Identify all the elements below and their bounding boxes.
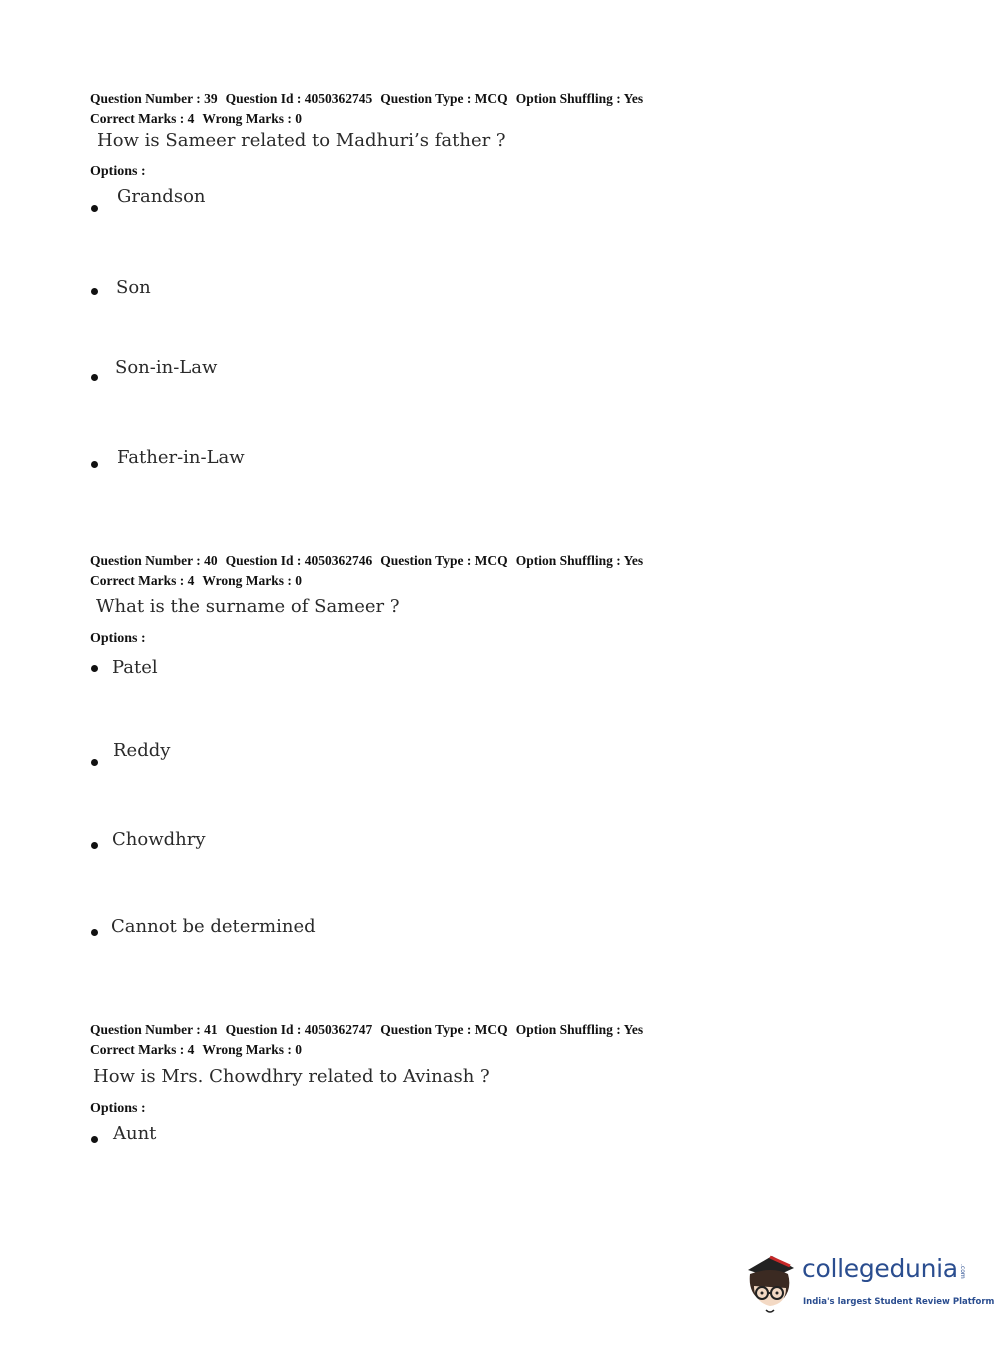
- question-type: Question Type : MCQ: [380, 91, 508, 106]
- question-number: Question Number : 39: [90, 91, 218, 106]
- question-id: Question Id : 4050362745: [225, 91, 373, 106]
- option-text[interactable]: Father-in-Law: [117, 447, 245, 468]
- question-id: Question Id : 4050362746: [225, 553, 373, 568]
- option-shuffling: Option Shuffling : Yes: [515, 91, 644, 106]
- option-text[interactable]: Chowdhry: [112, 829, 206, 850]
- logo-domain-suffix: .com: [959, 1264, 966, 1279]
- logo-wordmark: collegedunia: [802, 1254, 958, 1283]
- question-type: Question Type : MCQ: [380, 1022, 508, 1037]
- question-text: What is the surname of Sameer ?: [96, 596, 400, 617]
- question-meta-line1: [90, 1021, 643, 1039]
- question-id: Question Id : 4050362747: [225, 1022, 373, 1037]
- option-bullet-icon: [91, 842, 98, 849]
- options-label: Options :: [90, 164, 146, 179]
- options-label: Options :: [90, 1101, 146, 1116]
- option-bullet-icon: [91, 1136, 98, 1143]
- correct-marks: Correct Marks : 4: [90, 573, 195, 588]
- logo-tagline: India's largest Student Review Platform: [803, 1297, 995, 1307]
- correct-marks: Correct Marks : 4: [90, 111, 195, 126]
- question-number: Question Number : 41: [90, 1022, 218, 1037]
- student-mascot-icon: [742, 1248, 802, 1316]
- question-meta-line1: [90, 552, 643, 570]
- option-text[interactable]: Aunt: [113, 1123, 157, 1144]
- option-bullet-icon: [91, 288, 98, 295]
- option-bullet-icon: [91, 461, 98, 468]
- collegedunia-logo[interactable]: [742, 1248, 995, 1316]
- option-text[interactable]: Grandson: [117, 186, 206, 207]
- option-text[interactable]: Patel: [112, 657, 158, 678]
- option-text[interactable]: Son: [116, 277, 151, 298]
- option-bullet-icon: [91, 205, 98, 212]
- question-meta-line2: [90, 1041, 302, 1059]
- option-shuffling: Option Shuffling : Yes: [515, 553, 644, 568]
- option-bullet-icon: [91, 665, 98, 672]
- option-bullet-icon: [91, 759, 98, 766]
- question-text: How is Mrs. Chowdhry related to Avinash ?: [93, 1066, 490, 1087]
- question-number: Question Number : 40: [90, 553, 218, 568]
- option-text[interactable]: Son-in-Law: [115, 357, 218, 378]
- option-bullet-icon: [91, 374, 98, 381]
- option-bullet-icon: [91, 929, 98, 936]
- option-text[interactable]: Reddy: [113, 740, 171, 761]
- wrong-marks: Wrong Marks : 0: [202, 1042, 302, 1057]
- options-label: Options :: [90, 631, 146, 646]
- wrong-marks: Wrong Marks : 0: [202, 111, 302, 126]
- question-meta-line2: [90, 572, 302, 590]
- wrong-marks: Wrong Marks : 0: [202, 573, 302, 588]
- correct-marks: Correct Marks : 4: [90, 1042, 195, 1057]
- question-meta-line2: [90, 110, 302, 128]
- option-text[interactable]: Cannot be determined: [111, 916, 316, 937]
- option-shuffling: Option Shuffling : Yes: [515, 1022, 644, 1037]
- question-type: Question Type : MCQ: [380, 553, 508, 568]
- question-text: How is Sameer related to Madhuri’s father ?: [97, 130, 506, 151]
- question-meta-line1: [90, 90, 643, 108]
